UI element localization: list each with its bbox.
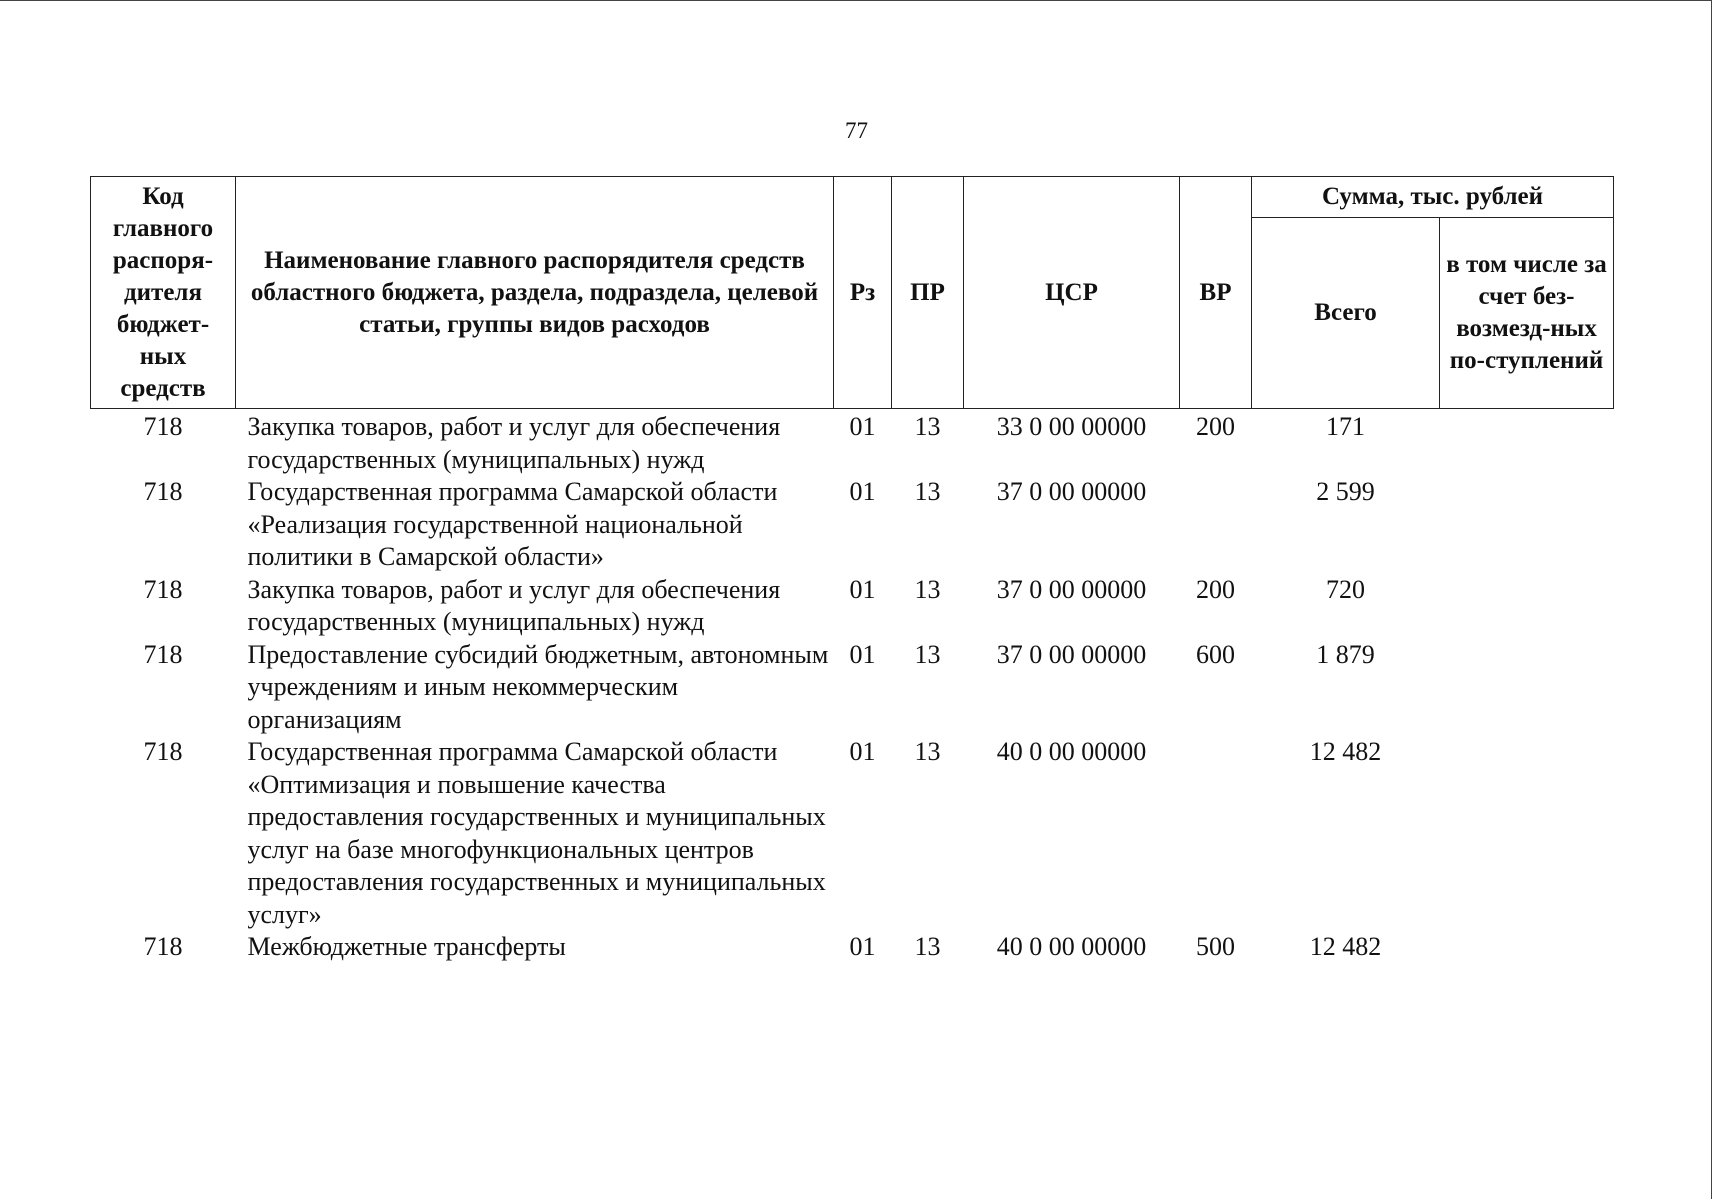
cell-total: 720: [1326, 574, 1365, 604]
cell-code: 718: [143, 477, 183, 506]
cell-rz: 01: [849, 639, 876, 669]
cell-code: 718: [143, 932, 183, 961]
table-row: [91, 736, 1614, 931]
cell-csr: 37 0 00 00000: [996, 574, 1147, 604]
table-body: [91, 409, 1614, 964]
page-number-text: 77: [845, 118, 868, 143]
cell-pr: 13: [914, 932, 941, 961]
cell-vr: 200: [1196, 412, 1235, 441]
header-rz: Рз: [834, 177, 892, 409]
cell-pr: 13: [914, 412, 941, 441]
cell-name: Закупка товаров, работ и услуг для обеспечения государственных (муниципальных) нужд: [247, 412, 781, 474]
header-total: Всего: [1252, 218, 1440, 409]
header-code: Код главного распоря-дителя бюджет-ных средств: [91, 177, 236, 409]
cell-code: 718: [143, 737, 183, 766]
cell-total: 12 482: [1309, 737, 1382, 766]
cell-total: 1 879: [1316, 639, 1375, 669]
cell-vr: 600: [1196, 639, 1235, 669]
cell-total: 171: [1326, 412, 1365, 441]
cell-pr: 13: [914, 639, 941, 669]
header-pr: ПР: [892, 177, 964, 409]
header-gratis: в том числе за счет без-возмезд-ных по-ступлений: [1440, 218, 1614, 409]
budget-table: [90, 176, 1614, 964]
cell-csr: 37 0 00 00000: [996, 639, 1147, 669]
cell-pr: 13: [914, 737, 941, 766]
cell-vr: [1180, 476, 1252, 574]
cell-gratis: [1440, 931, 1614, 964]
table-row: [91, 409, 1614, 477]
cell-csr: 40 0 00 00000: [996, 932, 1147, 961]
cell-name: Государственная программа Самарской области «Реализация государственной национальной политики в Самарской области»: [247, 477, 778, 571]
cell-gratis: [1440, 476, 1614, 574]
cell-pr: 13: [914, 477, 941, 506]
cell-gratis: [1440, 736, 1614, 931]
cell-rz: 01: [849, 932, 876, 961]
cell-code: 718: [143, 574, 183, 604]
cell-gratis: [1440, 409, 1614, 477]
cell-vr: 500: [1196, 932, 1235, 961]
cell-code: 718: [143, 639, 183, 669]
cell-code: 718: [143, 412, 183, 441]
cell-rz: 01: [849, 737, 876, 766]
cell-name: Предоставление субсидий бюджетным, автономным учреждениям и иным некоммерческим организациям: [247, 639, 829, 734]
table-row: [91, 476, 1614, 574]
table-row: [91, 931, 1614, 964]
table-row: [91, 639, 1614, 737]
cell-gratis: [1440, 574, 1614, 639]
cell-rz: 01: [849, 412, 876, 441]
cell-pr: 13: [914, 574, 941, 604]
cell-csr: 40 0 00 00000: [996, 737, 1147, 766]
cell-vr: 200: [1196, 574, 1235, 604]
header-csr: ЦСР: [964, 177, 1180, 409]
cell-vr: [1180, 736, 1252, 931]
page-number: [0, 118, 1713, 144]
cell-total: 2 599: [1316, 477, 1375, 506]
cell-csr: 33 0 00 00000: [996, 412, 1147, 441]
cell-total: 12 482: [1309, 932, 1382, 961]
header-sum: Сумма, тыс. рублей: [1252, 177, 1614, 218]
cell-name: Закупка товаров, работ и услуг для обеспечения государственных (муниципальных) нужд: [247, 574, 781, 636]
cell-csr: 37 0 00 00000: [996, 477, 1147, 506]
table-row: [91, 574, 1614, 639]
cell-rz: 01: [849, 477, 876, 506]
header-name: Наименование главного распорядителя средств областного бюджета, раздела, подраздела, целевой статьи, группы видов расходов: [236, 177, 834, 409]
cell-rz: 01: [849, 574, 876, 604]
cell-name: Государственная программа Самарской области «Оптимизация и повышение качества предоставления государственных и муниципальных услуг на базе многофункциональных центров предоставления государственных и муниципальных услуг»: [247, 737, 826, 929]
cell-gratis: [1440, 639, 1614, 737]
cell-name: Межбюджетные трансферты: [247, 932, 566, 961]
header-vr: ВР: [1180, 177, 1252, 409]
table-header: [91, 177, 1614, 409]
